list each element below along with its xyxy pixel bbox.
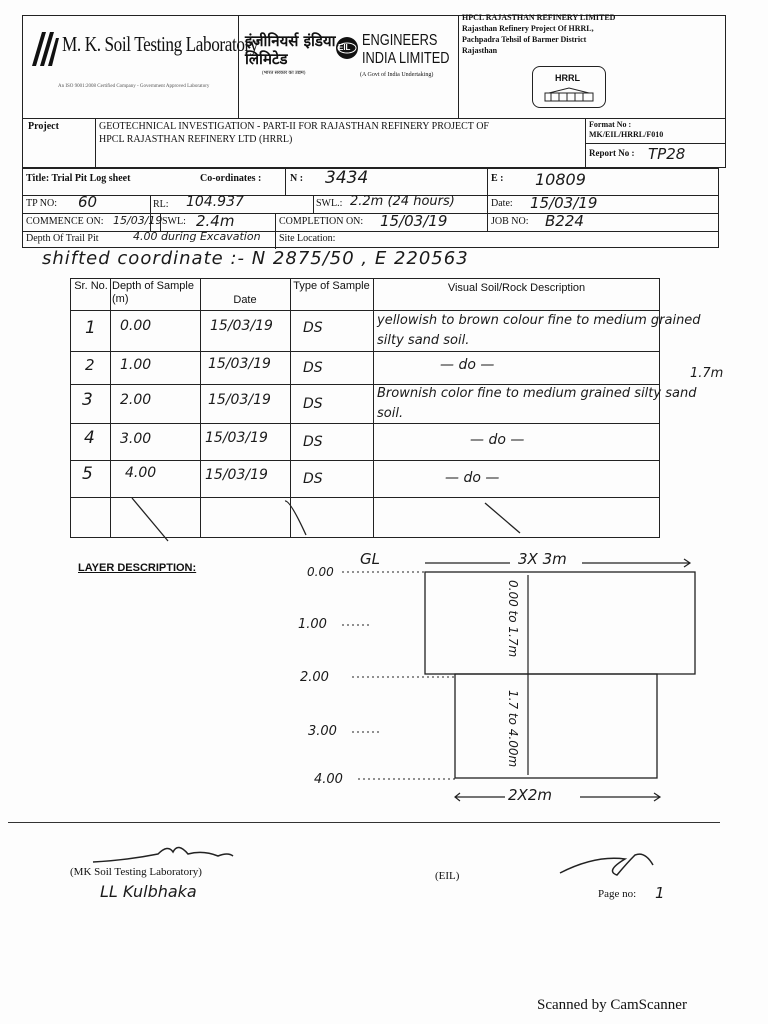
hrrl-logo-text: HRRL: [555, 73, 580, 83]
row3-sr: 3: [82, 390, 93, 410]
layer-diagram: [300, 555, 700, 805]
mk-footer-label: (MK Soil Testing Laboratory): [70, 866, 202, 878]
site-label: Site Location:: [279, 233, 336, 244]
client-line-4: Rajasthan: [462, 46, 498, 55]
n-label: N :: [290, 173, 304, 184]
depth-0: 0.00: [307, 565, 334, 579]
format-value: MK/EIL/HRRL/F010: [589, 130, 664, 139]
row2-type: DS: [303, 360, 323, 376]
scanner-credit: Scanned by CamScanner: [537, 997, 687, 1013]
row3-desc: Brownish color fine to medium grained silty sand soil.: [377, 386, 697, 421]
e-label: E :: [491, 173, 504, 184]
swl2-label: SWL:: [162, 216, 186, 227]
client-line-2: Rajasthan Refinery Project Of HRRL,: [462, 24, 594, 33]
title-label: Title: Trial Pit Log sheet: [26, 173, 131, 184]
row3-type: DS: [303, 396, 323, 412]
depth-1: 1.00: [298, 617, 327, 632]
page-value: 1: [655, 884, 665, 902]
side-note: 1.7m: [690, 366, 724, 381]
empty-row-strikes: [110, 495, 560, 545]
n-value: 3434: [325, 168, 369, 188]
row4-desc: — do —: [470, 432, 525, 448]
row1-type: DS: [303, 320, 323, 336]
eil-sub: (A Govt of India Undertaking): [360, 72, 434, 78]
mk-signatory-name: LL Kulbhaka: [100, 882, 197, 901]
row3-depth: 2.00: [120, 392, 152, 408]
eil-name-2: INDIA LIMITED: [362, 50, 450, 67]
project-text-1: GEOTECHNICAL INVESTIGATION - PART-II FOR RAJASTHAN REFINERY PROJECT OF: [99, 121, 489, 132]
date-value: 15/03/19: [530, 194, 598, 212]
tp-label: TP NO:: [26, 198, 58, 209]
client-line-3: Pachpadra Tehsil of Barmer District: [462, 35, 587, 44]
completion-value: 15/03/19: [380, 212, 448, 230]
rl-label: RL:: [153, 199, 169, 210]
row1-desc: yellowish to brown colour fine to medium grained silty sand soil.: [377, 313, 701, 348]
rl-value: 104.937: [186, 194, 244, 210]
depth-label: Depth Of Trail Pit: [26, 233, 99, 244]
eil-logo-text: EIL: [338, 43, 351, 52]
row5-sr: 5: [82, 464, 93, 484]
row4-sr: 4: [84, 428, 95, 448]
footer-rule: [8, 822, 720, 823]
gl-label: GL: [360, 550, 380, 568]
client-line-1: HPCL RAJASTHAN REFINERY LIMITED: [462, 13, 616, 22]
header-date: Date: [233, 294, 257, 306]
swl1-value: 2.2m (24 hours): [350, 194, 455, 209]
row1-sr: 1: [85, 318, 96, 338]
eil-signature-icon: [555, 845, 665, 885]
e-value: 10809: [535, 170, 586, 189]
upper-height-label: 0.00 to 1.7m: [506, 580, 520, 658]
depth-4: 4.00: [314, 772, 343, 787]
job-value: B224: [545, 212, 584, 230]
header-divider-2: [458, 15, 459, 119]
header-sr: Sr. No.: [74, 280, 108, 292]
lab-name: M. K. Soil Testing Laboratory: [62, 32, 259, 56]
lab-tagline: An ISO 9001:2008 Certified Company - Government Approved Laboratory: [58, 84, 210, 89]
row4-depth: 3.00: [120, 431, 152, 447]
report-label: Report No :: [589, 148, 635, 158]
report-value: TP28: [648, 145, 686, 163]
info-vline-f: [275, 213, 276, 249]
info-vline-a: [285, 168, 286, 195]
depth-3: 3.00: [308, 724, 337, 739]
info-hline-3: [22, 231, 719, 232]
swl2-value: 2.4m: [196, 212, 235, 230]
row2-date: 15/03/19: [208, 356, 271, 372]
info-vline-d: [313, 195, 314, 213]
project-text-2: HPCL RAJASTHAN REFINERY LTD (HRRL): [99, 134, 293, 145]
commence-value: 15/03/19: [113, 214, 163, 227]
layer-title: LAYER DESCRIPTION:: [78, 562, 197, 574]
header-type: Type of Sample: [293, 280, 370, 292]
depth-value: 4.00 during Excavation: [133, 230, 261, 243]
eil-name-1: ENGINEERS: [362, 32, 438, 49]
page-label: Page no:: [598, 888, 637, 900]
header-divider-1: [238, 15, 239, 119]
project-divider-1: [95, 118, 96, 168]
eil-logo-icon: [335, 36, 359, 60]
hrrl-logo-icon: [532, 66, 606, 108]
row3-date: 15/03/19: [208, 392, 271, 408]
row5-depth: 4.00: [125, 465, 157, 481]
eil-hindi-sub: (भारत सरकार का उद्यम): [262, 71, 306, 76]
depth-2: 2.00: [300, 670, 329, 685]
row5-type: DS: [303, 471, 323, 487]
lower-height-label: 1.7 to 4.00m: [506, 690, 520, 768]
row1-date: 15/03/19: [210, 318, 273, 334]
top-dim-label: 3X 3m: [518, 550, 567, 568]
project-format-divider: [585, 143, 726, 144]
row2-sr: 2: [85, 356, 95, 374]
header-depth: Depth of Sample (m): [112, 280, 194, 305]
job-label: JOB NO:: [491, 216, 529, 227]
info-vline-b: [487, 168, 488, 231]
swl1-label: SWL.:: [316, 198, 343, 209]
row5-desc: — do —: [445, 470, 500, 486]
mk-logo-icon: [30, 30, 60, 68]
commence-label: COMMENCE ON:: [26, 216, 104, 227]
row-line-4: [70, 460, 660, 461]
header-desc: Visual Soil/Rock Description: [447, 282, 586, 294]
row-line-1: [70, 351, 660, 352]
row4-type: DS: [303, 434, 323, 450]
tp-value: 60: [78, 193, 98, 211]
row5-date: 15/03/19: [205, 467, 268, 483]
eil-hindi: इंजीनियर्स इंडिया लिमिटेड: [245, 32, 336, 68]
row2-depth: 1.00: [120, 357, 152, 373]
eil-footer-label: (EIL): [435, 870, 460, 882]
shifted-note: shifted coordinate :- N 2875/50 , E 220563: [42, 248, 469, 269]
bottom-dim-label: 2X2m: [508, 786, 552, 804]
date-label: Date:: [491, 198, 513, 209]
row2-desc: — do —: [440, 357, 495, 373]
row1-depth: 0.00: [120, 318, 152, 334]
coords-label: Co-ordinates :: [200, 173, 262, 184]
completion-label: COMPLETION ON:: [279, 216, 364, 227]
format-label: Format No :: [589, 120, 632, 129]
project-label: Project: [28, 121, 59, 132]
row4-date: 15/03/19: [205, 430, 268, 446]
